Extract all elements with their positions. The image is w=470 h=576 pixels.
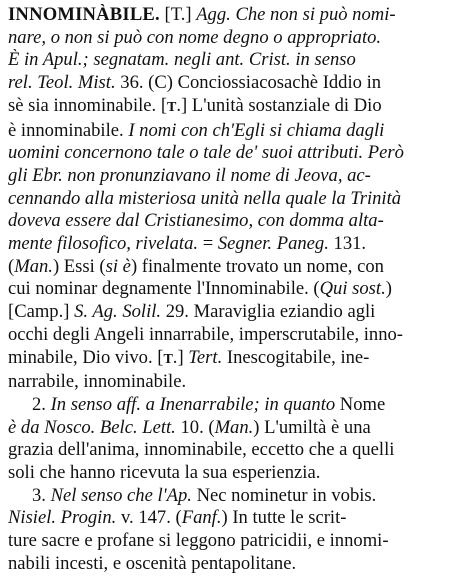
entry-text: nare, o non si può con nome degno o appropriato. <box>8 26 382 48</box>
entry-text: rel. Teol. Mist. <box>8 72 116 94</box>
entry-text: minabile, Dio vivo. [ <box>8 346 164 368</box>
entry-text: cui nominar degnamente l'Innominabile. ( <box>8 278 320 300</box>
entry-text: Nisiel. Progin. <box>8 507 117 529</box>
entry-line <box>8 188 462 211</box>
entry-line <box>8 507 462 530</box>
entry-text: S. Ag. Solil. <box>74 301 162 323</box>
entry-text: Inescogitabile, ine- <box>222 346 370 368</box>
entry-text: In senso aff. a Inenarrabile; in quanto <box>50 393 336 415</box>
entry-line <box>8 95 462 120</box>
entry-text: Man. <box>14 255 53 277</box>
entry-text: Nec nominetur in vobis. <box>191 484 377 506</box>
entry-text: è da Nosco. Belc. Lett. <box>8 416 176 438</box>
entry-text: = <box>198 233 218 255</box>
entry-text: Fanf. <box>181 507 222 529</box>
entry-text: ) <box>385 278 392 300</box>
entry-line <box>8 462 462 485</box>
entry-text: ( <box>8 255 15 277</box>
entry-line <box>8 233 462 256</box>
entry-text: ) L'umiltà è una <box>253 416 371 438</box>
entry-line <box>8 165 462 188</box>
entry-line <box>8 4 462 27</box>
entry-line <box>8 142 462 165</box>
entry-text: .] L'unità sostanziale di Dio <box>176 94 382 116</box>
entry-text: cennando alla misteriosa unità nella quale la Trinità <box>8 187 402 209</box>
entry-text: Qui sost. <box>319 278 386 300</box>
entry-line <box>8 553 462 576</box>
entry-text: ture sacre e profane si leggono patricidii, e innomi- <box>8 530 389 552</box>
entry-text: ) Essi ( <box>52 255 106 277</box>
entry-text: uomini concernono tale o tale de' suoi attributi. Però <box>8 142 404 164</box>
entry-text: [T.] <box>159 4 197 25</box>
entry-text: Tert. <box>188 346 223 368</box>
entry-text: è innominabile. <box>8 119 129 141</box>
entry-text: mente filosofico, rivelata. <box>8 233 199 255</box>
entry-line <box>8 49 462 72</box>
entry-text: 36. (C) Conciossiacosachè Iddio in <box>115 72 382 94</box>
entry-line <box>8 417 462 440</box>
entry-text: T <box>167 99 177 115</box>
entry-line <box>8 439 462 462</box>
headword: INNOMINÀBILE. <box>8 4 160 25</box>
entry-line <box>8 120 462 143</box>
entry-line <box>8 301 462 324</box>
entry-text: ) finalmente trovato un nome, con <box>130 255 384 277</box>
entry-line <box>8 347 462 372</box>
entry-text: 2. <box>32 393 51 415</box>
entry-text: doveva essere dal Cristianesimo, con domma altа- <box>8 210 384 232</box>
entry-text: .] <box>172 346 189 368</box>
entry-text: T <box>163 351 173 367</box>
entry-text: Segner. Paneg. <box>217 233 329 255</box>
entry-line <box>8 324 462 347</box>
entry-line <box>8 27 462 50</box>
entry-line <box>8 485 462 508</box>
entry-text: Nel senso che l'Ap. <box>50 484 192 506</box>
entry-line <box>8 210 462 233</box>
entry-text: È in Apul.; segnatam. negli ant. Crist. in senso <box>8 49 356 71</box>
entry-text: [Camp.] <box>8 301 75 323</box>
entry-text: v. 147. ( <box>116 507 182 529</box>
entry-text: Agg. Che non si può nomi- <box>196 4 396 25</box>
entry-line <box>8 394 462 417</box>
entry-line <box>8 278 462 301</box>
entry-text: soli che hanno ricevuta la sua esperienzia. <box>8 462 321 484</box>
entry-line <box>8 72 462 95</box>
entry-text: 131. <box>328 233 367 255</box>
entry-text: gli Ebr. non pronunziavano il nome di Jeova, ac- <box>8 164 371 186</box>
entry-text: narrabile, innominabile. <box>8 371 187 393</box>
dictionary-entry-innominabile <box>8 4 462 576</box>
entry-text: 3. <box>32 484 51 506</box>
entry-text: 10. ( <box>175 416 215 438</box>
entry-text: sè sia innominabile. [ <box>8 94 168 116</box>
entry-text: 29. Maraviglia eziandio agli <box>161 301 376 323</box>
entry-text: si è <box>105 255 131 277</box>
entry-line <box>8 530 462 553</box>
entry-text: Nome <box>335 393 386 415</box>
entry-text: Man. <box>214 416 254 438</box>
entry-text: ) In tutte le scrit- <box>221 507 347 529</box>
entry-text: I nomi con ch'Egli si chiama dagli <box>128 119 385 141</box>
entry-text: nabili incesti, e oscenità pentapolitane. <box>8 552 297 574</box>
entry-text: occhi degli Angeli innarrabile, imperscrutabile, inno- <box>8 323 403 345</box>
entry-line <box>8 371 462 394</box>
entry-text: grazia dell'anima, innominabile, eccetto che a quelli <box>8 439 395 461</box>
entry-line <box>8 256 462 279</box>
